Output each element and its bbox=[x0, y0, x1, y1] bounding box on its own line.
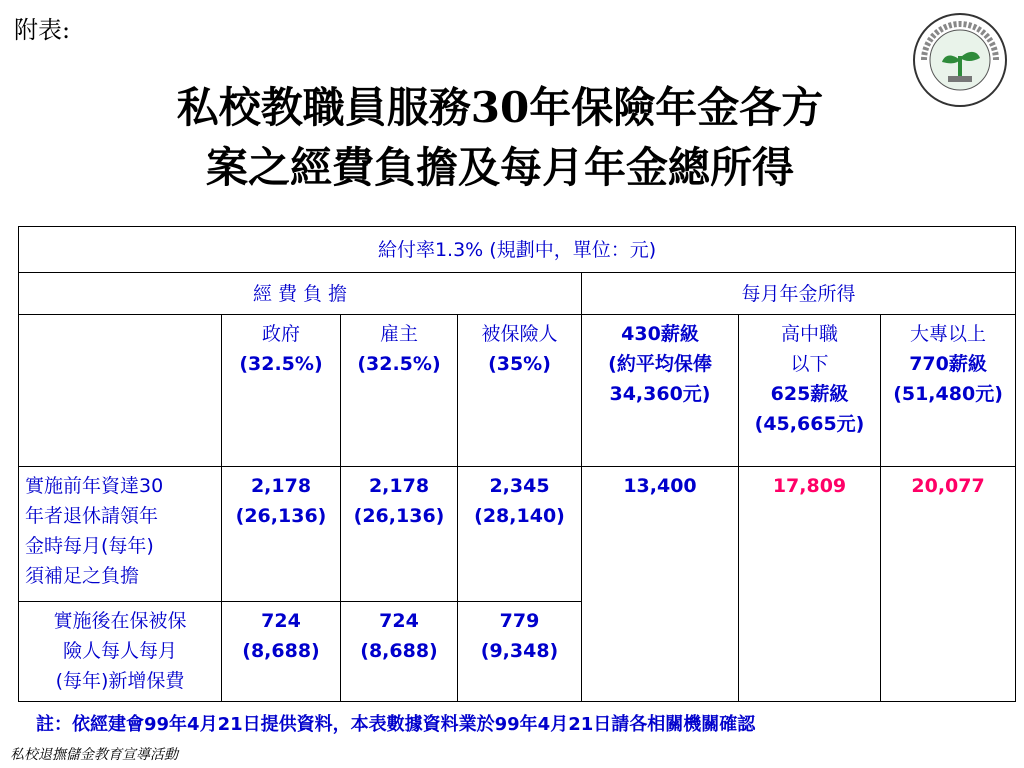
rate-row bbox=[19, 227, 1016, 273]
page-title bbox=[0, 78, 1000, 198]
footer-caption: 私校退撫儲金教育宣導活動 bbox=[10, 747, 178, 763]
col-625-line4: (45,665元) bbox=[754, 413, 865, 435]
row-before-label-line3: 金時每月(每年) bbox=[25, 535, 154, 557]
col-insured bbox=[458, 315, 582, 467]
row-after-label-line1: 實施後在保被保 bbox=[53, 610, 187, 632]
col-government-name: 政府 bbox=[261, 323, 300, 345]
col-625-line2: 以下 bbox=[790, 353, 829, 375]
rate-caption: 給付率1.3% (規劃中，單位：元) bbox=[19, 227, 1016, 273]
empty-corner-cell bbox=[19, 315, 222, 467]
row-after-government-monthly: 724 bbox=[261, 610, 301, 632]
col-employer bbox=[341, 315, 458, 467]
col-grade-770 bbox=[881, 315, 1016, 467]
col-insured-share: (35%) bbox=[488, 353, 551, 375]
row-after-label-line3: (每年)新增保費 bbox=[55, 670, 185, 692]
col-grade-625 bbox=[739, 315, 881, 467]
pension-cost-table bbox=[18, 226, 1016, 702]
col-government-share: (32.5%) bbox=[239, 353, 323, 375]
row-after-label bbox=[19, 602, 222, 702]
col-insured-name: 被保險人 bbox=[481, 323, 558, 345]
col-770-line3: (51,480元) bbox=[893, 383, 1003, 405]
source-note: 註：依經建會99年4月21日提供資料，本表數據資料業於99年4月21日請各相關機關確認 bbox=[36, 714, 756, 735]
col-employer-share: (32.5%) bbox=[357, 353, 441, 375]
row-before-label-line2: 年者退休請領年 bbox=[25, 505, 159, 527]
col-430-line3: 34,360元) bbox=[609, 383, 711, 405]
income-grade-430: 13,400 bbox=[582, 467, 739, 702]
col-625-line3: 625薪級 bbox=[770, 383, 849, 405]
col-770-line1: 大專以上 bbox=[910, 323, 987, 345]
income-grade-625: 17,809 bbox=[739, 467, 881, 702]
col-employer-name: 雇主 bbox=[379, 323, 418, 345]
title-line-2: 案之經費負擔及每月年金總所得 bbox=[205, 143, 794, 192]
row-before-employer-yearly: (26,136) bbox=[353, 505, 445, 527]
row-before-label bbox=[19, 467, 222, 602]
group-header-row bbox=[19, 273, 1016, 315]
row-before-insured-monthly: 2,345 bbox=[489, 475, 550, 497]
row-before-government-yearly: (26,136) bbox=[235, 505, 327, 527]
row-before-label-line4: 須補足之負擔 bbox=[25, 565, 140, 587]
monthly-income-header: 每月年金所得 bbox=[582, 273, 1016, 315]
attachment-label: 附表: bbox=[14, 16, 71, 44]
row-before-insured bbox=[458, 467, 582, 602]
row-after-government-yearly: (8,688) bbox=[242, 640, 320, 662]
row-before-government-monthly: 2,178 bbox=[250, 475, 312, 497]
row-before-employer-monthly: 2,178 bbox=[368, 475, 430, 497]
column-header-row bbox=[19, 315, 1016, 467]
row-after-employer bbox=[341, 602, 458, 702]
row-before-label-line1: 實施前年資達30 bbox=[25, 475, 164, 497]
row-after-government bbox=[222, 602, 341, 702]
col-430-line1: 430薪級 bbox=[621, 323, 699, 345]
title-line-1: 私校教職員服務30年保險年金各方 bbox=[176, 83, 824, 132]
row-after-insured bbox=[458, 602, 582, 702]
cost-burden-header: 經 費 負 擔 bbox=[19, 273, 582, 315]
col-625-line1: 高中職 bbox=[780, 323, 838, 345]
row-after-employer-yearly: (8,688) bbox=[360, 640, 438, 662]
table-row bbox=[19, 467, 1016, 602]
row-after-label-line2: 險人每人每月 bbox=[62, 640, 177, 662]
col-770-line2: 770薪級 bbox=[909, 353, 987, 375]
row-before-government bbox=[222, 467, 341, 602]
row-after-insured-yearly: (9,348) bbox=[480, 640, 559, 662]
income-grade-770: 20,077 bbox=[881, 467, 1016, 702]
col-government bbox=[222, 315, 341, 467]
row-after-insured-monthly: 779 bbox=[499, 610, 540, 632]
row-after-employer-monthly: 724 bbox=[379, 610, 419, 632]
col-430-line2: (約平均保俸 bbox=[608, 353, 712, 375]
row-before-insured-yearly: (28,140) bbox=[474, 505, 565, 527]
row-before-employer bbox=[341, 467, 458, 602]
col-grade-430 bbox=[582, 315, 739, 467]
